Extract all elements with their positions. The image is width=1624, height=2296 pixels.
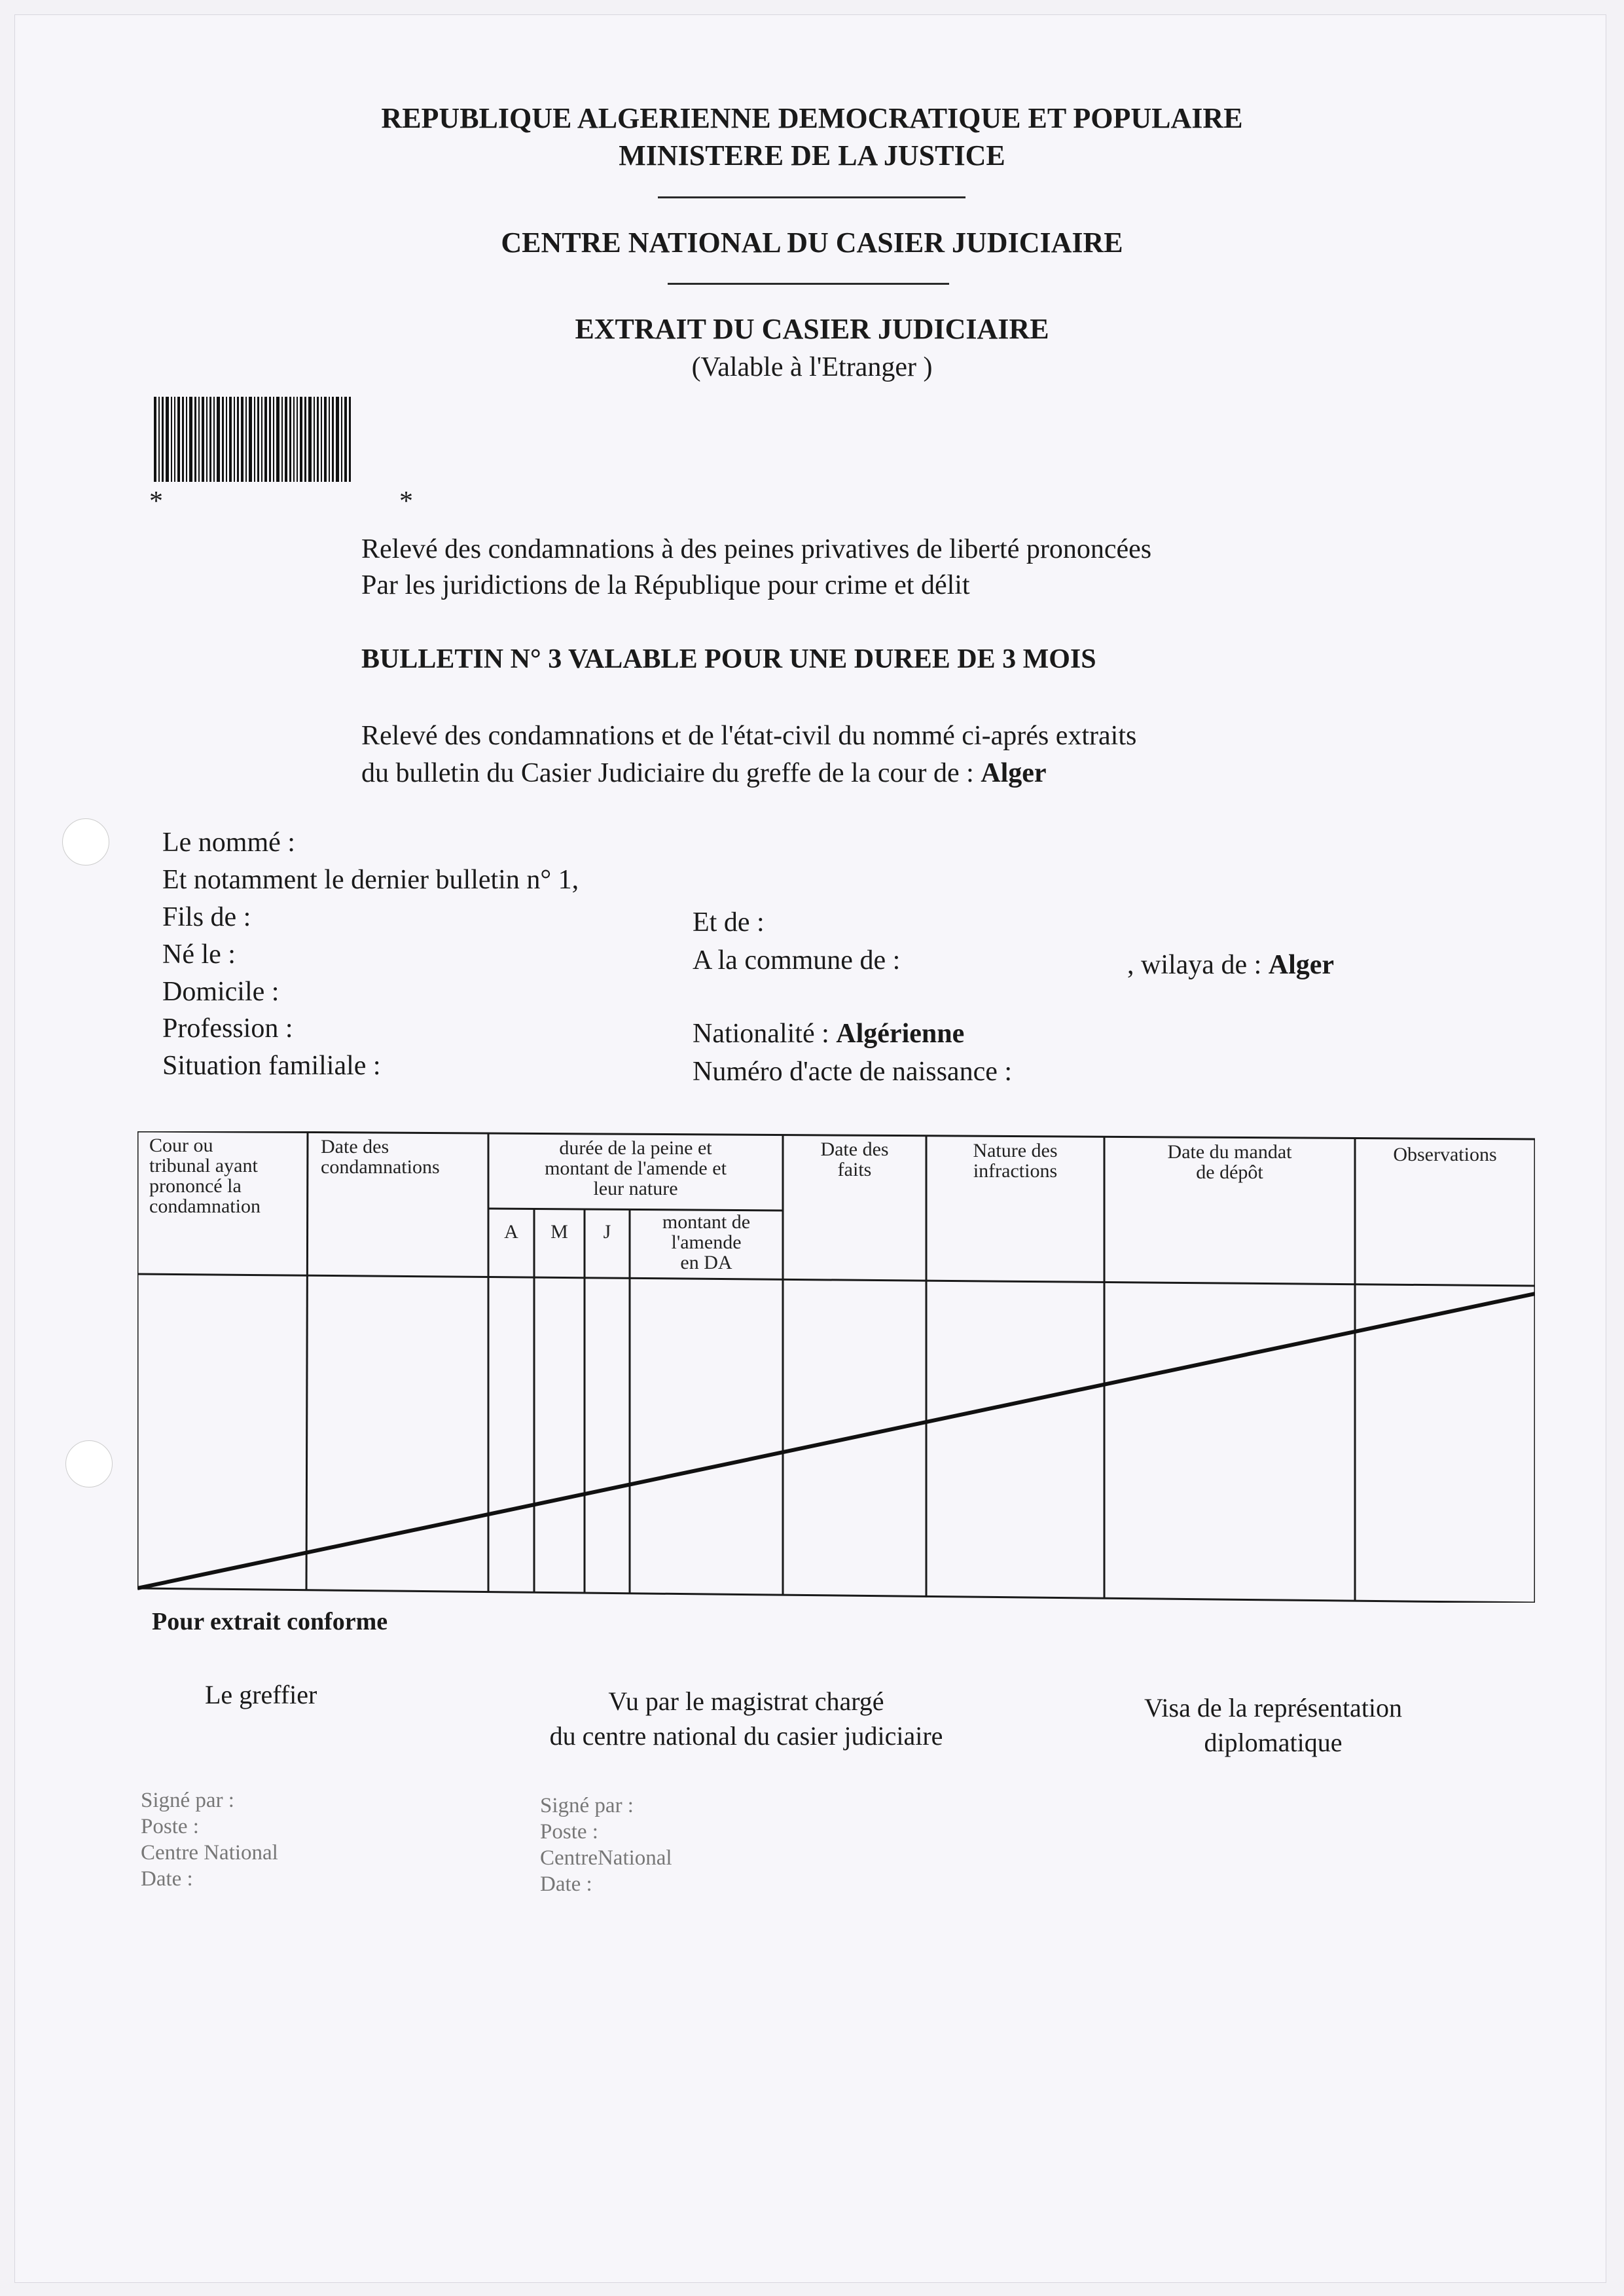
- barcode-bar: [194, 397, 196, 482]
- barcode-bar: [158, 397, 160, 482]
- barcode-bar: [317, 397, 319, 482]
- barcode-bar: [213, 397, 215, 482]
- barcode-bar: [166, 397, 169, 482]
- sig-centre: Centre National: [141, 1841, 278, 1865]
- wilaya-field: [1127, 949, 1334, 981]
- label-nomme: Le nommé :: [162, 828, 295, 858]
- barcode-bar: [254, 397, 255, 482]
- intro-line-1: Relevé des condamnations à des peines privatives de liberté prononcées: [361, 534, 1152, 564]
- col-header-mandat-line: Date du mandat: [1167, 1141, 1292, 1163]
- col-header-mandat: [1104, 1142, 1355, 1182]
- table-sub-header-line: [488, 1209, 783, 1211]
- intro-line-2: Par les juridictions de la République pour crime et délit: [361, 570, 970, 600]
- header-divider-1: [658, 196, 965, 198]
- header-republic: REPUBLIQUE ALGERIENNE DEMOCRATIQUE ET POPULAIRE: [381, 102, 1243, 134]
- punch-hole-top: [62, 818, 109, 866]
- barcode-bar: [234, 397, 235, 482]
- barcode-bar: [324, 397, 327, 482]
- condamnations-table: [137, 1131, 1535, 1603]
- barcode-bar: [304, 397, 306, 482]
- barcode-bar: [217, 397, 220, 482]
- barcode-bar: [237, 397, 239, 482]
- barcode-bar: [249, 397, 252, 482]
- punch-hole-bottom: [65, 1440, 113, 1487]
- signature-block-greffier: [141, 1787, 278, 1892]
- wilaya-value: Alger: [1268, 950, 1335, 980]
- barcode-star-left: *: [149, 486, 163, 517]
- barcode-bar: [349, 397, 351, 482]
- header-divider-2: [668, 283, 949, 285]
- col-line-1: [306, 1133, 308, 1590]
- col-header-observations: [1355, 1144, 1535, 1165]
- col-header-nature-line: Nature des: [973, 1140, 1058, 1161]
- col-header-date-faits: [783, 1139, 926, 1180]
- col-header-nature: [926, 1140, 1104, 1181]
- barcode-bar: [202, 397, 204, 482]
- label-commune: A la commune de :: [693, 945, 901, 975]
- barcode-bar: [154, 397, 156, 482]
- barcode: [154, 397, 416, 482]
- barcode-bar: [336, 397, 339, 482]
- barcode-bar: [321, 397, 322, 482]
- document-title: EXTRAIT DU CASIER JUDICIAIRE: [575, 313, 1049, 345]
- col-header-date-cond-line: Date des: [321, 1136, 389, 1157]
- label-dernier-bulletin: Et notamment le dernier bulletin n° 1,: [162, 865, 579, 895]
- sig-date: Date :: [141, 1867, 193, 1891]
- sig-signe-par: Signé par :: [540, 1794, 634, 1817]
- barcode-bar: [344, 397, 347, 482]
- intro-line-4-prefix: du bulletin du Casier Judiciaire du greffe de la cour de :: [361, 758, 974, 788]
- col-header-date-condamnations: [321, 1137, 440, 1177]
- label-ne-le: Né le :: [162, 939, 236, 970]
- document-subtitle: (Valable à l'Etranger ): [691, 352, 933, 382]
- sig-signe-par: Signé par :: [141, 1789, 234, 1812]
- barcode-bar: [229, 397, 232, 482]
- sig-centre: CentreNational: [540, 1846, 672, 1870]
- label-situation: Situation familiale :: [162, 1051, 381, 1081]
- col-header-date-faits-line: Date des: [820, 1139, 889, 1160]
- intro-line-4: [361, 757, 1047, 789]
- sig-date: Date :: [540, 1872, 592, 1896]
- barcode-bar: [300, 397, 302, 482]
- barcode-bar: [293, 397, 295, 482]
- sub-header-montant-line: en DA: [680, 1252, 732, 1273]
- barcode-bar: [276, 397, 280, 482]
- barcode-bar: [189, 397, 192, 482]
- visa-line-2: diplomatique: [1204, 1728, 1343, 1757]
- col-header-duree-line: durée de la peine et: [559, 1137, 712, 1159]
- sub-header-montant-line: montant de: [662, 1211, 751, 1233]
- barcode-bar: [285, 397, 287, 482]
- barcode-star-right: *: [399, 486, 413, 517]
- table-grid: [137, 1131, 1535, 1603]
- label-nationalite: Nationalité :: [693, 1019, 829, 1049]
- barcode-bar: [245, 397, 247, 482]
- barcode-bar: [281, 397, 283, 482]
- barcode-bar: [289, 397, 291, 482]
- col-header-mandat-line: de dépôt: [1196, 1161, 1263, 1183]
- magistrat-line-1: Vu par le magistrat chargé: [608, 1686, 884, 1716]
- pour-extrait-conforme: Pour extrait conforme: [152, 1608, 388, 1635]
- barcode-bar: [297, 397, 298, 482]
- col-header-date-faits-line: faits: [837, 1159, 872, 1180]
- nationalite-field: [693, 1018, 964, 1049]
- label-wilaya: , wilaya de :: [1127, 950, 1262, 980]
- barcode-bar: [273, 397, 274, 482]
- label-acte-naissance: Numéro d'acte de naissance :: [693, 1057, 1013, 1087]
- table-header-bottom: [137, 1274, 1535, 1286]
- barcode-bar: [182, 397, 184, 482]
- sub-header-mois: M: [550, 1221, 568, 1243]
- col-header-cour-line: prononcé la: [149, 1175, 242, 1197]
- col-header-cour-line: Cour ou: [149, 1135, 213, 1156]
- barcode-bar: [341, 397, 342, 482]
- strike-through-line: [137, 1294, 1535, 1588]
- barcode-bar: [174, 397, 175, 482]
- bulletin-title: BULLETIN N° 3 VALABLE POUR UNE DUREE DE 3 MOIS: [361, 644, 1096, 674]
- intro-line-3: Relevé des condamnations et de l'état-civil du nommé ci-aprés extraits: [361, 721, 1137, 751]
- sub-header-jours: J: [603, 1221, 611, 1243]
- table-border: [137, 1131, 1535, 1603]
- barcode-bar: [241, 397, 244, 482]
- barcode-bar: [177, 397, 180, 482]
- col-header-cour-line: condamnation: [149, 1195, 261, 1217]
- col-header-cour-line: tribunal ayant: [149, 1155, 258, 1176]
- visa-line-1: Visa de la représentation: [1144, 1693, 1403, 1722]
- barcode-bar: [264, 397, 267, 482]
- col-header-duree: [488, 1138, 783, 1199]
- barcode-bar: [257, 397, 259, 482]
- sub-header-montant-line: l'amende: [671, 1231, 742, 1253]
- barcode-bar: [171, 397, 172, 482]
- label-et-de: Et de :: [693, 907, 765, 938]
- barcode-bar: [222, 397, 224, 482]
- col-header-obs-line: Observations: [1393, 1144, 1497, 1165]
- label-profession: Profession :: [162, 1013, 293, 1044]
- sig-poste: Poste :: [540, 1820, 598, 1844]
- barcode-bar: [332, 397, 334, 482]
- col-header-duree-line: montant de l'amende et: [545, 1157, 727, 1179]
- col-header-date-cond-line: condamnations: [321, 1156, 440, 1178]
- label-fils-de: Fils de :: [162, 902, 251, 932]
- barcode-bar: [198, 397, 200, 482]
- signature-block-magistrat: [540, 1793, 672, 1897]
- barcode-bar: [209, 397, 211, 482]
- col-header-nature-line: infractions: [973, 1160, 1058, 1182]
- cour-value: Alger: [981, 758, 1047, 788]
- barcode-bar: [269, 397, 271, 482]
- sub-header-montant: [630, 1212, 783, 1273]
- header-center-name: CENTRE NATIONAL DU CASIER JUDICIAIRE: [501, 227, 1123, 259]
- col-header-duree-line: leur nature: [593, 1178, 678, 1199]
- magistrat-line-2: du centre national du casier judiciaire: [549, 1721, 943, 1751]
- sig-poste: Poste :: [141, 1815, 199, 1838]
- barcode-bar: [206, 397, 208, 482]
- barcode-bar: [226, 397, 227, 482]
- greffier-label: Le greffier: [205, 1680, 317, 1709]
- sub-header-annees: A: [504, 1221, 518, 1243]
- barcode-bar: [162, 397, 164, 482]
- barcode-bar: [329, 397, 330, 482]
- nationalite-value: Algérienne: [836, 1019, 965, 1049]
- barcode-bar: [308, 397, 312, 482]
- col-header-cour: [149, 1135, 261, 1216]
- label-domicile: Domicile :: [162, 977, 280, 1007]
- barcode-bar: [186, 397, 187, 482]
- barcode-bar: [261, 397, 262, 482]
- header-ministry: MINISTERE DE LA JUSTICE: [619, 139, 1005, 172]
- barcode-bar: [314, 397, 315, 482]
